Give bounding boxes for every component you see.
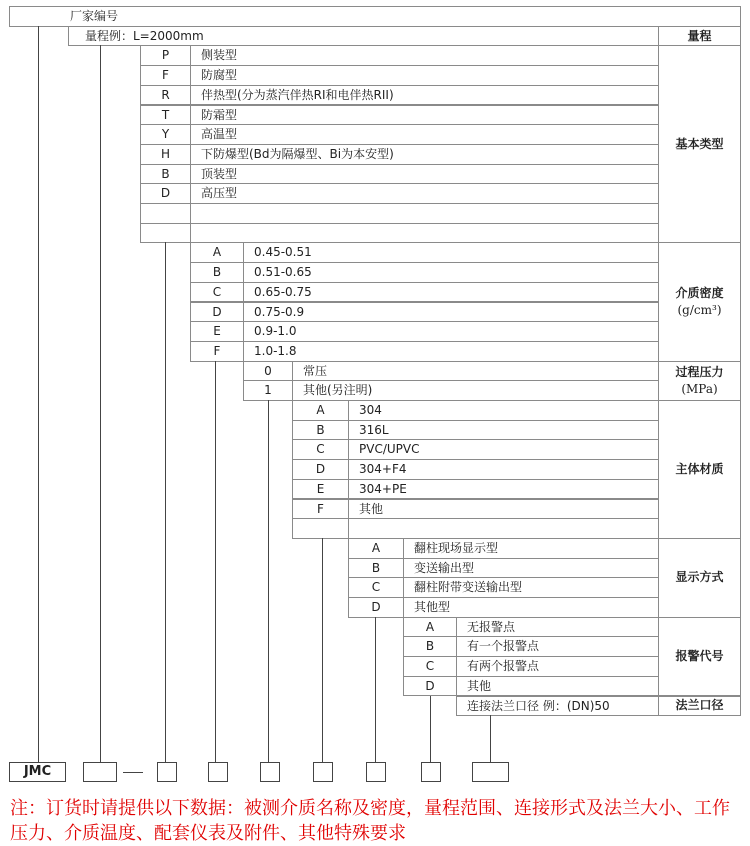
- separator-dash: [123, 772, 143, 773]
- option-text: 下防爆型(Bd为隔爆型、Bi为本安型): [190, 144, 659, 165]
- label-unit: (g/cm³): [677, 302, 722, 317]
- connector-line: [38, 26, 39, 762]
- model-prefix-box: JMC: [9, 762, 66, 782]
- option-text: 有一个报警点: [456, 636, 659, 657]
- model-code-box: [83, 762, 117, 782]
- option-text: 侧装型: [190, 45, 659, 66]
- option-text: PVC/UPVC: [348, 439, 659, 460]
- model-code-box: [421, 762, 441, 782]
- option-text: 防霜型: [190, 105, 659, 126]
- option-code: F: [190, 341, 244, 362]
- option-text: 变送输出型: [403, 558, 659, 579]
- label-text: 量程: [687, 28, 712, 43]
- option-text: 翻柱附带变送输出型: [403, 577, 659, 598]
- option-code: H: [140, 144, 191, 165]
- option-text: 0.65-0.75: [243, 282, 659, 303]
- option-text: [348, 518, 659, 539]
- model-code-box: [208, 762, 228, 782]
- option-code: D: [403, 676, 457, 697]
- option-text: [190, 203, 659, 224]
- range-row: 量程例：L=2000mm: [68, 26, 659, 47]
- option-code: B: [140, 164, 191, 185]
- group-label: [658, 45, 741, 243]
- option-code: B: [292, 420, 349, 441]
- option-code: C: [190, 282, 244, 303]
- option-code: D: [140, 183, 191, 204]
- label-text: 主体材质: [675, 461, 724, 476]
- option-code: B: [348, 558, 404, 579]
- option-text: 翻柱现场显示型: [403, 538, 659, 559]
- option-code: 1: [243, 380, 293, 401]
- connector-line: [430, 696, 431, 763]
- option-code: [140, 223, 191, 244]
- option-text: [190, 223, 659, 244]
- option-code: C: [348, 577, 404, 598]
- option-text: 316L: [348, 420, 659, 441]
- group-label: [658, 538, 741, 618]
- option-code: C: [292, 439, 349, 460]
- option-code: Y: [140, 124, 191, 145]
- connector-line: [375, 617, 376, 762]
- label-text: 过程压力: [675, 364, 724, 379]
- option-text: 有两个报警点: [456, 656, 659, 677]
- option-code: D: [292, 459, 349, 480]
- label-text: 基本类型: [675, 136, 724, 151]
- model-code-box: [157, 762, 177, 782]
- range-label: [658, 26, 741, 47]
- model-code-box: [260, 762, 280, 782]
- option-text: 304+F4: [348, 459, 659, 480]
- label-text: 介质密度: [675, 285, 724, 300]
- option-code: F: [140, 65, 191, 86]
- model-code-box: [366, 762, 386, 782]
- option-text: 高温型: [190, 124, 659, 145]
- option-code: T: [140, 105, 191, 126]
- label-text: 显示方式: [675, 570, 724, 585]
- option-text: 0.45-0.51: [243, 242, 659, 263]
- option-code: A: [348, 538, 404, 559]
- option-code: R: [140, 85, 191, 106]
- option-code: E: [292, 479, 349, 500]
- option-text: 伴热型(分为蒸汽伴热RI和电伴热RII): [190, 85, 659, 106]
- option-text: 0.9-1.0: [243, 321, 659, 342]
- option-text: 顶装型: [190, 164, 659, 185]
- option-code: A: [403, 617, 457, 638]
- label-unit: (MPa): [681, 381, 718, 396]
- option-code: B: [190, 262, 244, 283]
- option-text: 无报警点: [456, 617, 659, 638]
- model-code-box: [472, 762, 509, 782]
- option-code: A: [292, 400, 349, 421]
- option-text: 0.75-0.9: [243, 302, 659, 323]
- option-code: C: [403, 656, 457, 677]
- option-code: E: [190, 321, 244, 342]
- flange-label: [658, 696, 741, 717]
- connector-line: [322, 538, 323, 762]
- option-code: D: [190, 302, 244, 323]
- option-text: 其他型: [403, 597, 659, 618]
- connector-line: [215, 361, 216, 762]
- connector-line: [100, 45, 101, 762]
- option-text: 304+PE: [348, 479, 659, 500]
- label-text: 报警代号: [675, 649, 724, 664]
- option-text: 1.0-1.8: [243, 341, 659, 362]
- label-text: 法兰口径: [675, 698, 724, 713]
- option-text: 高压型: [190, 183, 659, 204]
- option-code: F: [292, 499, 349, 520]
- option-text: 其他: [456, 676, 659, 697]
- connector-line: [165, 242, 166, 762]
- group-label: [658, 361, 741, 401]
- option-code: [292, 518, 349, 539]
- group-label: [658, 400, 741, 539]
- option-text: 防腐型: [190, 65, 659, 86]
- group-label: [658, 617, 741, 697]
- group-label: [658, 242, 741, 361]
- option-code: P: [140, 45, 191, 66]
- order-note: 注：订货时请提供以下数据：被测介质名称及密度，量程范围、连接形式及法兰大小、工作压力、介质温度、配套仪表及附件、其他特殊要求: [10, 798, 730, 844]
- option-text: 0.51-0.65: [243, 262, 659, 283]
- header-row: 厂家编号: [9, 6, 741, 27]
- option-text: 304: [348, 400, 659, 421]
- connector-line: [268, 400, 269, 762]
- option-code: B: [403, 636, 457, 657]
- flange-row: 连接法兰口径 例：(DN)50: [456, 696, 659, 717]
- option-text: 其他(另注明): [292, 380, 659, 401]
- option-code: 0: [243, 361, 293, 382]
- option-code: [140, 203, 191, 224]
- connector-line: [490, 715, 491, 762]
- model-code-box: [313, 762, 333, 782]
- option-code: D: [348, 597, 404, 618]
- option-code: A: [190, 242, 244, 263]
- option-text: 其他: [348, 499, 659, 520]
- option-text: 常压: [292, 361, 659, 382]
